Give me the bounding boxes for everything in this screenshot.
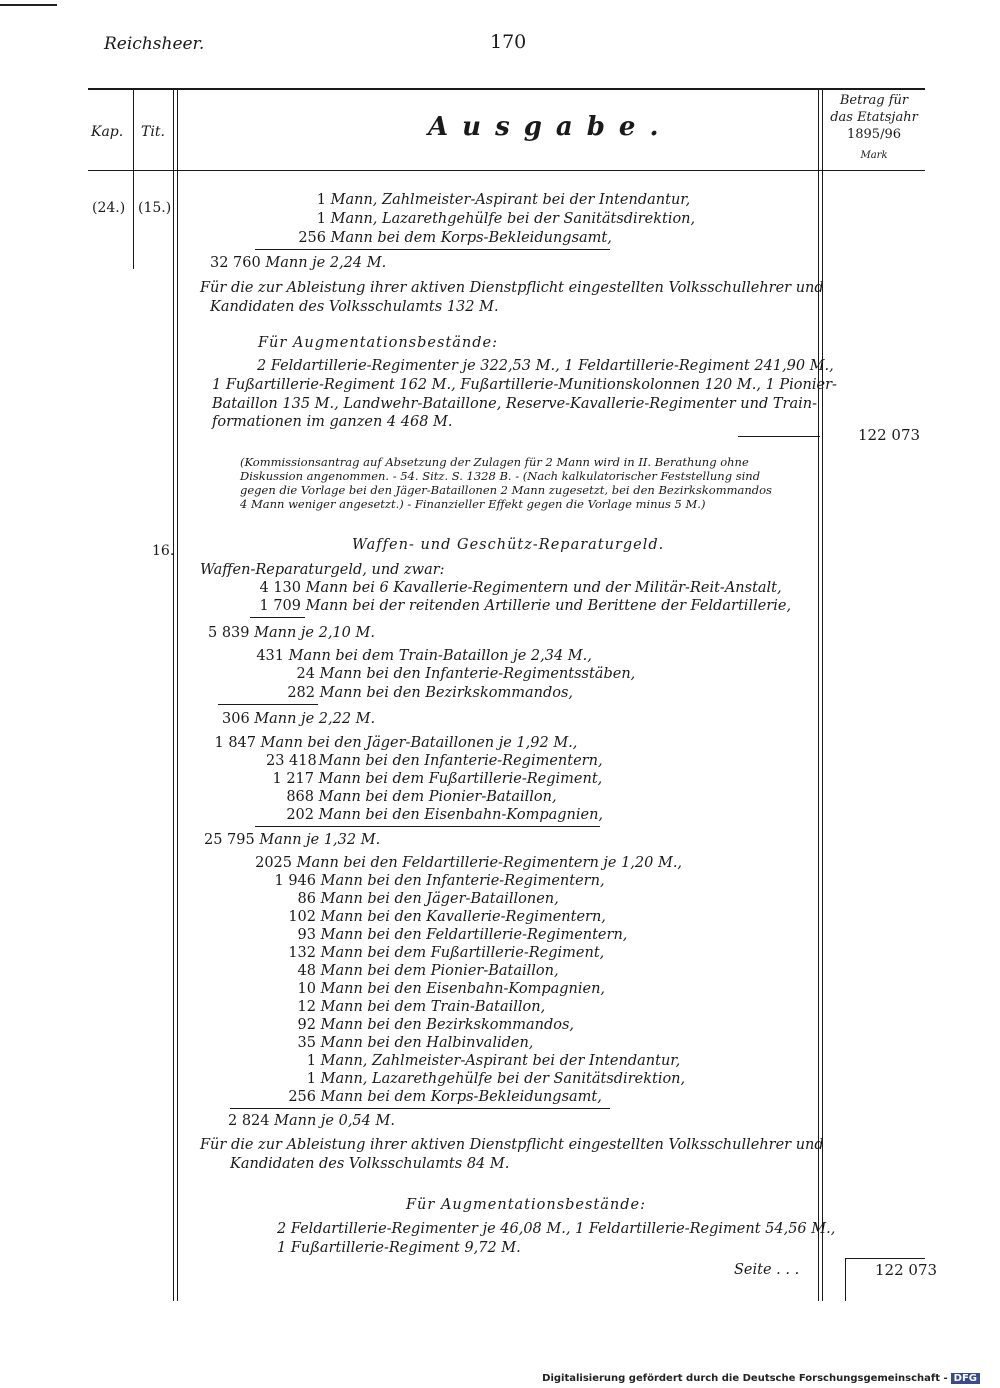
subtotal-rule bbox=[738, 436, 820, 437]
text-line: 202 Mann bei den Eisenbahn-Kompagnien, bbox=[286, 807, 604, 823]
text-line: 132 Mann bei dem Fußartillerie-Regiment, bbox=[288, 945, 605, 961]
text-line: 1 Mann, Lazarethgehülfe bei der Sanitätsdirektion, bbox=[316, 211, 696, 227]
text-line: 1 946 Mann bei den Infanterie-Regimentern, bbox=[274, 873, 605, 889]
text-line: Kandidaten des Volksschulamts 132 M. bbox=[210, 299, 499, 315]
column-kap-header: Kap. bbox=[91, 124, 124, 140]
text-line: Für die zur Ableistung ihrer aktiven Dienstpflicht eingestellten Volksschullehrer und bbox=[200, 280, 824, 296]
text-line: 5 839 Mann je 2,10 M. bbox=[208, 625, 375, 641]
text-line: 868 Mann bei dem Pionier-Bataillon, bbox=[286, 789, 557, 805]
row-tit-number-15: (15.) bbox=[138, 200, 172, 216]
text-line: formationen im ganzen 4 468 M. bbox=[212, 414, 453, 430]
text-line: 4 130 Mann bei 6 Kavallerie-Regimentern und der Militär-Reit-Anstalt, bbox=[259, 580, 782, 596]
commission-note-line: gegen die Vorlage bei den Jäger-Bataillonen 2 Mann zugesetzt, bei den Bezirkskommandos bbox=[240, 483, 772, 497]
text-line: 93 Mann bei den Feldartillerie-Regimentern, bbox=[297, 927, 628, 943]
text-line: 282 Mann bei den Bezirkskommandos, bbox=[287, 685, 574, 701]
amount-header-line-2: das Etatsjahr bbox=[830, 110, 918, 125]
digitization-credit bbox=[542, 1373, 980, 1384]
text-line: 2 Feldartillerie-Regimenter je 322,53 M., 1 Feldartillerie-Regiment 241,90 M., bbox=[257, 358, 834, 374]
text-line: Bataillon 135 M., Landwehr-Bataillone, Reserve-Kavallerie-Regimenter und Train- bbox=[212, 396, 817, 412]
section-heading: Für Augmentationsbestände: bbox=[258, 335, 499, 351]
text-line: 2025 Mann bei den Feldartillerie-Regimentern je 1,20 M., bbox=[255, 855, 683, 871]
commission-note-line: (Kommissionsantrag auf Absetzung der Zulagen für 2 Mann wird in II. Berathung ohne bbox=[240, 455, 749, 469]
tit-column-divider bbox=[173, 89, 178, 1301]
text-line: 1 Fußartillerie-Regiment 162 M., Fußartillerie-Munitionskolonnen 120 M., 1 Pionier- bbox=[212, 377, 837, 393]
amount-column-divider-2 bbox=[845, 1258, 846, 1301]
sum-rule bbox=[250, 617, 305, 618]
amount-header-unit: Mark bbox=[860, 150, 888, 161]
text-line: 1 Mann, Zahlmeister-Aspirant bei der Intendantur, bbox=[316, 192, 691, 208]
row-kap-number: (24.) bbox=[92, 200, 126, 216]
sum-rule bbox=[218, 704, 318, 705]
sum-rule bbox=[255, 826, 600, 827]
text-line: 23 418 Mann bei den Infanterie-Regimentern, bbox=[266, 753, 603, 769]
text-line: 306 Mann je 2,22 M. bbox=[222, 711, 376, 727]
sum-rule bbox=[255, 249, 610, 250]
text-line: 92 Mann bei den Bezirkskommandos, bbox=[297, 1017, 575, 1033]
carry-over-label: Seite . . . bbox=[734, 1262, 800, 1278]
top-rule bbox=[0, 4, 57, 6]
text-line: 25 795 Mann je 1,32 M. bbox=[204, 832, 381, 848]
text-line: 2 Feldartillerie-Regimenter je 46,08 M., 1 Feldartillerie-Regiment 54,56 M., bbox=[277, 1221, 836, 1237]
sum-rule bbox=[230, 1108, 610, 1109]
text-line: 1 Mann, Zahlmeister-Aspirant bei der Intendantur, bbox=[306, 1053, 681, 1069]
table-top-rule bbox=[88, 88, 925, 90]
subtotal-amount: 122 073 bbox=[858, 426, 921, 444]
amount-header-line-3: 1895/96 bbox=[846, 127, 901, 142]
text-line: 1 217 Mann bei dem Fußartillerie-Regiment, bbox=[272, 771, 603, 787]
text-line: 1 847 Mann bei den Jäger-Bataillonen je 1,92 M., bbox=[214, 735, 578, 751]
text-line: 10 Mann bei den Eisenbahn-Kompagnien, bbox=[297, 981, 606, 997]
column-amount-header bbox=[822, 92, 926, 164]
text-line: 256 Mann bei dem Korps-Bekleidungsamt, bbox=[298, 230, 612, 246]
text-line: 1 Mann, Lazarethgehülfe bei der Sanitätsdirektion, bbox=[306, 1071, 686, 1087]
text-line: Waffen-Reparaturgeld, und zwar: bbox=[200, 562, 445, 578]
page-total-rule bbox=[845, 1258, 925, 1259]
section-heading: Waffen- und Geschütz-Reparaturgeld. bbox=[352, 537, 665, 553]
text-line: 1 709 Mann bei der reitenden Artillerie und Berittene der Feldartillerie, bbox=[259, 598, 792, 614]
credit-text: Digitalisierung gefördert durch die Deutsche Forschungsgemeinschaft - bbox=[542, 1373, 948, 1384]
text-line: 12 Mann bei dem Train-Bataillon, bbox=[297, 999, 546, 1015]
table-head-rule bbox=[88, 170, 925, 171]
text-line: 431 Mann bei dem Train-Bataillon je 2,34 M., bbox=[256, 648, 592, 664]
text-line: 48 Mann bei dem Pionier-Bataillon, bbox=[297, 963, 559, 979]
page-number: 170 bbox=[490, 31, 527, 53]
text-line: 1 Fußartillerie-Regiment 9,72 M. bbox=[277, 1240, 521, 1256]
running-header: Reichsheer. bbox=[104, 34, 205, 54]
text-line: 2 824 Mann je 0,54 M. bbox=[228, 1113, 395, 1129]
commission-note-line: Diskussion angenommen. - 54. Sitz. S. 1328 B. - (Nach kalkulatorischer Feststellung sind bbox=[240, 469, 761, 483]
amount-header-line-1: Betrag für bbox=[839, 93, 909, 108]
text-line: Kandidaten des Volksschulamts 84 M. bbox=[230, 1156, 510, 1172]
text-line: 32 760 Mann je 2,24 M. bbox=[210, 255, 387, 271]
column-tit-header: Tit. bbox=[141, 124, 165, 140]
text-line: Für die zur Ableistung ihrer aktiven Dienstpflicht eingestellten Volksschullehrer und bbox=[200, 1137, 824, 1153]
kap-column-divider bbox=[133, 89, 134, 269]
text-line: 24 Mann bei den Infanterie-Regimentsstäben, bbox=[296, 666, 636, 682]
text-line: 102 Mann bei den Kavallerie-Regimentern, bbox=[288, 909, 606, 925]
column-ausgabe-header: Ausgabe. bbox=[428, 112, 673, 142]
text-line: 256 Mann bei dem Korps-Bekleidungsamt, bbox=[288, 1089, 602, 1105]
row-tit-number-16: 16. bbox=[152, 543, 175, 559]
text-line: 86 Mann bei den Jäger-Bataillonen, bbox=[297, 891, 559, 907]
commission-note-line: 4 Mann weniger angesetzt.) - Finanzieller Effekt gegen die Vorlage minus 5 M.) bbox=[240, 497, 706, 511]
section-heading: Für Augmentationsbestände: bbox=[406, 1197, 647, 1213]
amount-column-divider bbox=[818, 89, 823, 1301]
dfg-logo: DFG bbox=[951, 1373, 980, 1384]
text-line: 35 Mann bei den Halbinvaliden, bbox=[297, 1035, 534, 1051]
page-total-amount: 122 073 bbox=[875, 1261, 938, 1279]
